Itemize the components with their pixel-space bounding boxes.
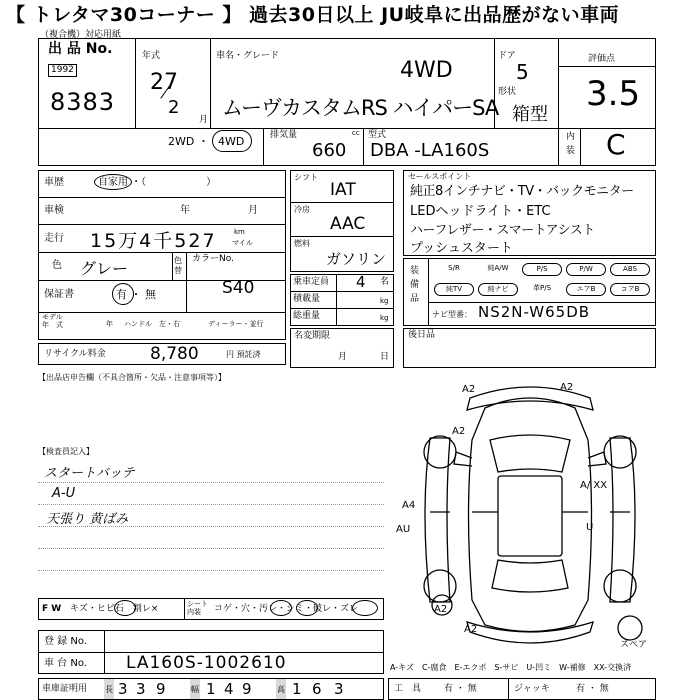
equip-jun-aw: 純A/W bbox=[487, 264, 509, 272]
sales-title: セールスポイント bbox=[408, 172, 472, 181]
cert-v9: 3 bbox=[334, 680, 344, 698]
form-subnote: （複合機）対応用紙 bbox=[40, 30, 122, 40]
mark-a2-2: A2 bbox=[560, 382, 574, 393]
name-label: 車名・グレード bbox=[216, 51, 280, 61]
banner-title: 【 トレタマ30コーナー 】 過去30日以上 JU岐阜に出品歴がない車両 bbox=[0, 0, 700, 30]
cert-v7: 1 bbox=[292, 680, 302, 698]
ac-value: AAC bbox=[330, 214, 366, 234]
drive-4wd: 4WD bbox=[218, 135, 245, 148]
cert-v3: 9 bbox=[156, 680, 166, 698]
jack-value: 有 ・ 無 bbox=[576, 684, 609, 694]
tools-value: 有 ・ 無 bbox=[444, 684, 477, 694]
navi-value: NS2N-W65DB bbox=[478, 303, 591, 321]
mark-a2-4: A2 bbox=[434, 604, 448, 615]
model-value: DBA -LA160S bbox=[370, 140, 490, 161]
fw-label: F W bbox=[42, 604, 62, 614]
month-unit: 月 bbox=[199, 115, 209, 125]
mileage-label: 走行 bbox=[44, 233, 64, 244]
car-damage-diagram bbox=[390, 380, 670, 650]
inspector-note-3: 天張り 黄ばみ bbox=[46, 512, 129, 527]
inspector-title: 【検査員記入】 bbox=[38, 447, 94, 456]
mark-a4: A4 bbox=[402, 500, 416, 511]
model-label: 型式 bbox=[368, 130, 387, 140]
mark-au: AU bbox=[396, 524, 411, 535]
damage-legend: A-キズ C-腐食 E-エクボ S-サビ U-凹ミ W-補修 XX-交換済 bbox=[390, 663, 632, 672]
model-year-nen: 年 bbox=[106, 320, 113, 328]
mark-a2-3: A2 bbox=[452, 426, 466, 437]
equip-sr: S/R bbox=[448, 264, 460, 272]
cert-v4: 1 bbox=[206, 680, 216, 698]
model-year-label: モデル 年 式 bbox=[42, 313, 63, 329]
equip-abs: ABS bbox=[610, 263, 650, 276]
seat-circle-3 bbox=[352, 600, 378, 616]
equip-ps: P/S bbox=[522, 263, 562, 276]
recycle-value: 8,780 bbox=[150, 344, 199, 364]
fw-circle-1 bbox=[114, 600, 136, 616]
cert-unit-1: 長 bbox=[105, 685, 113, 694]
interior-value: C bbox=[606, 128, 626, 161]
fuel-value: ガソリン bbox=[326, 250, 387, 268]
ac-label: 冷房 bbox=[294, 205, 310, 214]
color-no-label: カラーNo. bbox=[192, 254, 234, 264]
reg-label: 登 録 No. bbox=[44, 636, 87, 647]
cert-v8: 6 bbox=[312, 680, 322, 698]
sales-line-3: ハーフレザー・スマートアシスト bbox=[410, 223, 595, 238]
capacity-label: 乗車定員 bbox=[293, 277, 330, 287]
cert-v1: 3 bbox=[118, 680, 128, 698]
chassis-label: 車 台 No. bbox=[44, 658, 87, 669]
door-label: ドア bbox=[498, 51, 516, 61]
later-label: 後日品 bbox=[408, 330, 436, 340]
recycle-label: リサイクル料金 bbox=[44, 349, 106, 359]
change-month: 月 bbox=[338, 352, 348, 362]
mark-u: U bbox=[586, 522, 594, 533]
interior-label: 内装 bbox=[566, 132, 576, 156]
shape-label: 形状 bbox=[498, 87, 517, 97]
warranty-value: 有 ・ 無 bbox=[116, 288, 156, 301]
drive-sep: ・ bbox=[198, 135, 209, 148]
mileage-value: 15万4千527 bbox=[90, 230, 217, 252]
history-circle bbox=[94, 174, 132, 190]
cert-v6: 9 bbox=[242, 680, 252, 698]
year-label: 年式 bbox=[142, 51, 161, 61]
disp-label: 排気量 bbox=[270, 130, 298, 140]
disp-unit: cc bbox=[352, 129, 360, 137]
score-label: 評価点 bbox=[588, 54, 616, 64]
history-value: 自家用 ・（ ） bbox=[98, 177, 217, 188]
gross-unit: kg bbox=[380, 314, 389, 322]
color-value: グレー bbox=[80, 259, 129, 278]
name-value: ムーヴカスタムRS ハイパーSA bbox=[222, 96, 499, 120]
seat-label: シート 内装 bbox=[187, 600, 208, 616]
cert-unit-2: 幅 bbox=[191, 685, 199, 694]
mark-axx: A/ XX bbox=[580, 480, 608, 491]
equip-jun-navi: 純ナビ bbox=[478, 283, 518, 296]
change-day: 日 bbox=[380, 352, 390, 362]
warranty-label: 保証書 bbox=[44, 289, 74, 300]
dealer-text: ディーラー・並行 bbox=[208, 320, 264, 328]
color-no-value: S40 bbox=[222, 278, 255, 298]
seat-items: コゲ・穴・汚レ・シミ・破レ・ズレ bbox=[214, 604, 359, 614]
shape-value: 箱型 bbox=[512, 104, 548, 125]
chassis-value: LA160S-1002610 bbox=[126, 653, 287, 673]
cert-v2: 3 bbox=[136, 680, 146, 698]
shift-value: IAT bbox=[330, 180, 356, 200]
inspection-label: 車検 bbox=[44, 205, 64, 216]
door-value: 5 bbox=[516, 60, 529, 84]
equip-label: 装 備 品 bbox=[410, 266, 420, 304]
equip-pw: P/W bbox=[566, 263, 606, 276]
lot-number: 8383 bbox=[50, 88, 116, 116]
navi-label: ナビ型番： bbox=[432, 310, 472, 319]
equip-airb: エアB bbox=[566, 283, 606, 296]
mileage-km: km bbox=[234, 228, 245, 236]
drive-4wd-circle bbox=[212, 130, 252, 152]
report-title: 【出品店申告欄（不具合箇所・欠品・注意事項等）】 bbox=[38, 373, 226, 382]
cert-unit-3: 高 bbox=[277, 685, 285, 694]
seat-circle-1 bbox=[270, 600, 292, 616]
shift-label: シフト bbox=[294, 173, 318, 182]
year-value: 27 bbox=[150, 70, 178, 95]
tools-label: 工 具 bbox=[394, 684, 422, 694]
later-block bbox=[403, 328, 656, 368]
mark-a2-5: A2 bbox=[464, 624, 478, 635]
color-change: 色替 bbox=[174, 256, 182, 275]
left-info-block bbox=[38, 170, 286, 340]
equip-jun-tv: 純TV bbox=[434, 283, 474, 296]
sales-line-2: LEDヘッドライト・ETC bbox=[410, 204, 551, 219]
recycle-unit: 円 預託済 bbox=[226, 350, 261, 359]
disp-value: 660 bbox=[312, 140, 347, 161]
capacity-value: 4 bbox=[356, 273, 366, 291]
score-value: 3.5 bbox=[586, 74, 641, 114]
drive-note: 4WD bbox=[400, 58, 453, 83]
lot-label: 出 品 No. bbox=[48, 41, 113, 57]
spare-label: スペア bbox=[620, 640, 648, 650]
handle-text: ハンドル 左・右 bbox=[124, 320, 180, 328]
load-label: 積載量 bbox=[293, 294, 321, 304]
sales-line-1: 純正8インチナビ・TV・バックモニター bbox=[410, 184, 634, 199]
color-label: 色 bbox=[52, 260, 62, 271]
inspection-month: 月 bbox=[248, 205, 258, 216]
mark-a2-1: A2 bbox=[462, 384, 476, 395]
change-label: 名変期限 bbox=[294, 331, 331, 341]
month-value: 2 bbox=[168, 97, 180, 118]
jack-label: ジャッキ bbox=[514, 684, 550, 694]
drive-2wd: 2WD bbox=[168, 135, 195, 148]
inspector-note-2: A-U bbox=[52, 486, 76, 501]
fw-items: キズ・ヒビ石 割レ× bbox=[70, 604, 159, 614]
lot-small-number: 1992 bbox=[48, 64, 77, 77]
inspector-note-1: スタートバッテ bbox=[44, 466, 135, 481]
inspection-year: 年 bbox=[180, 205, 190, 216]
seat-circle-2 bbox=[296, 600, 318, 616]
warranty-circle bbox=[112, 283, 134, 305]
mileage-mile: マイル bbox=[232, 239, 253, 247]
cert-v5: 4 bbox=[224, 680, 234, 698]
history-label: 車歴 bbox=[44, 177, 64, 188]
fuel-label: 燃料 bbox=[294, 239, 310, 248]
equip-coreb: コアB bbox=[610, 283, 650, 296]
sales-line-4: プッシュスタート bbox=[410, 241, 513, 256]
cert-label: 車庫証明用 bbox=[42, 684, 88, 694]
gross-label: 総重量 bbox=[293, 311, 321, 321]
capacity-unit: 名 bbox=[380, 277, 390, 287]
load-unit: kg bbox=[380, 297, 389, 305]
equip-kawa-ps: 革P/S bbox=[532, 284, 552, 292]
